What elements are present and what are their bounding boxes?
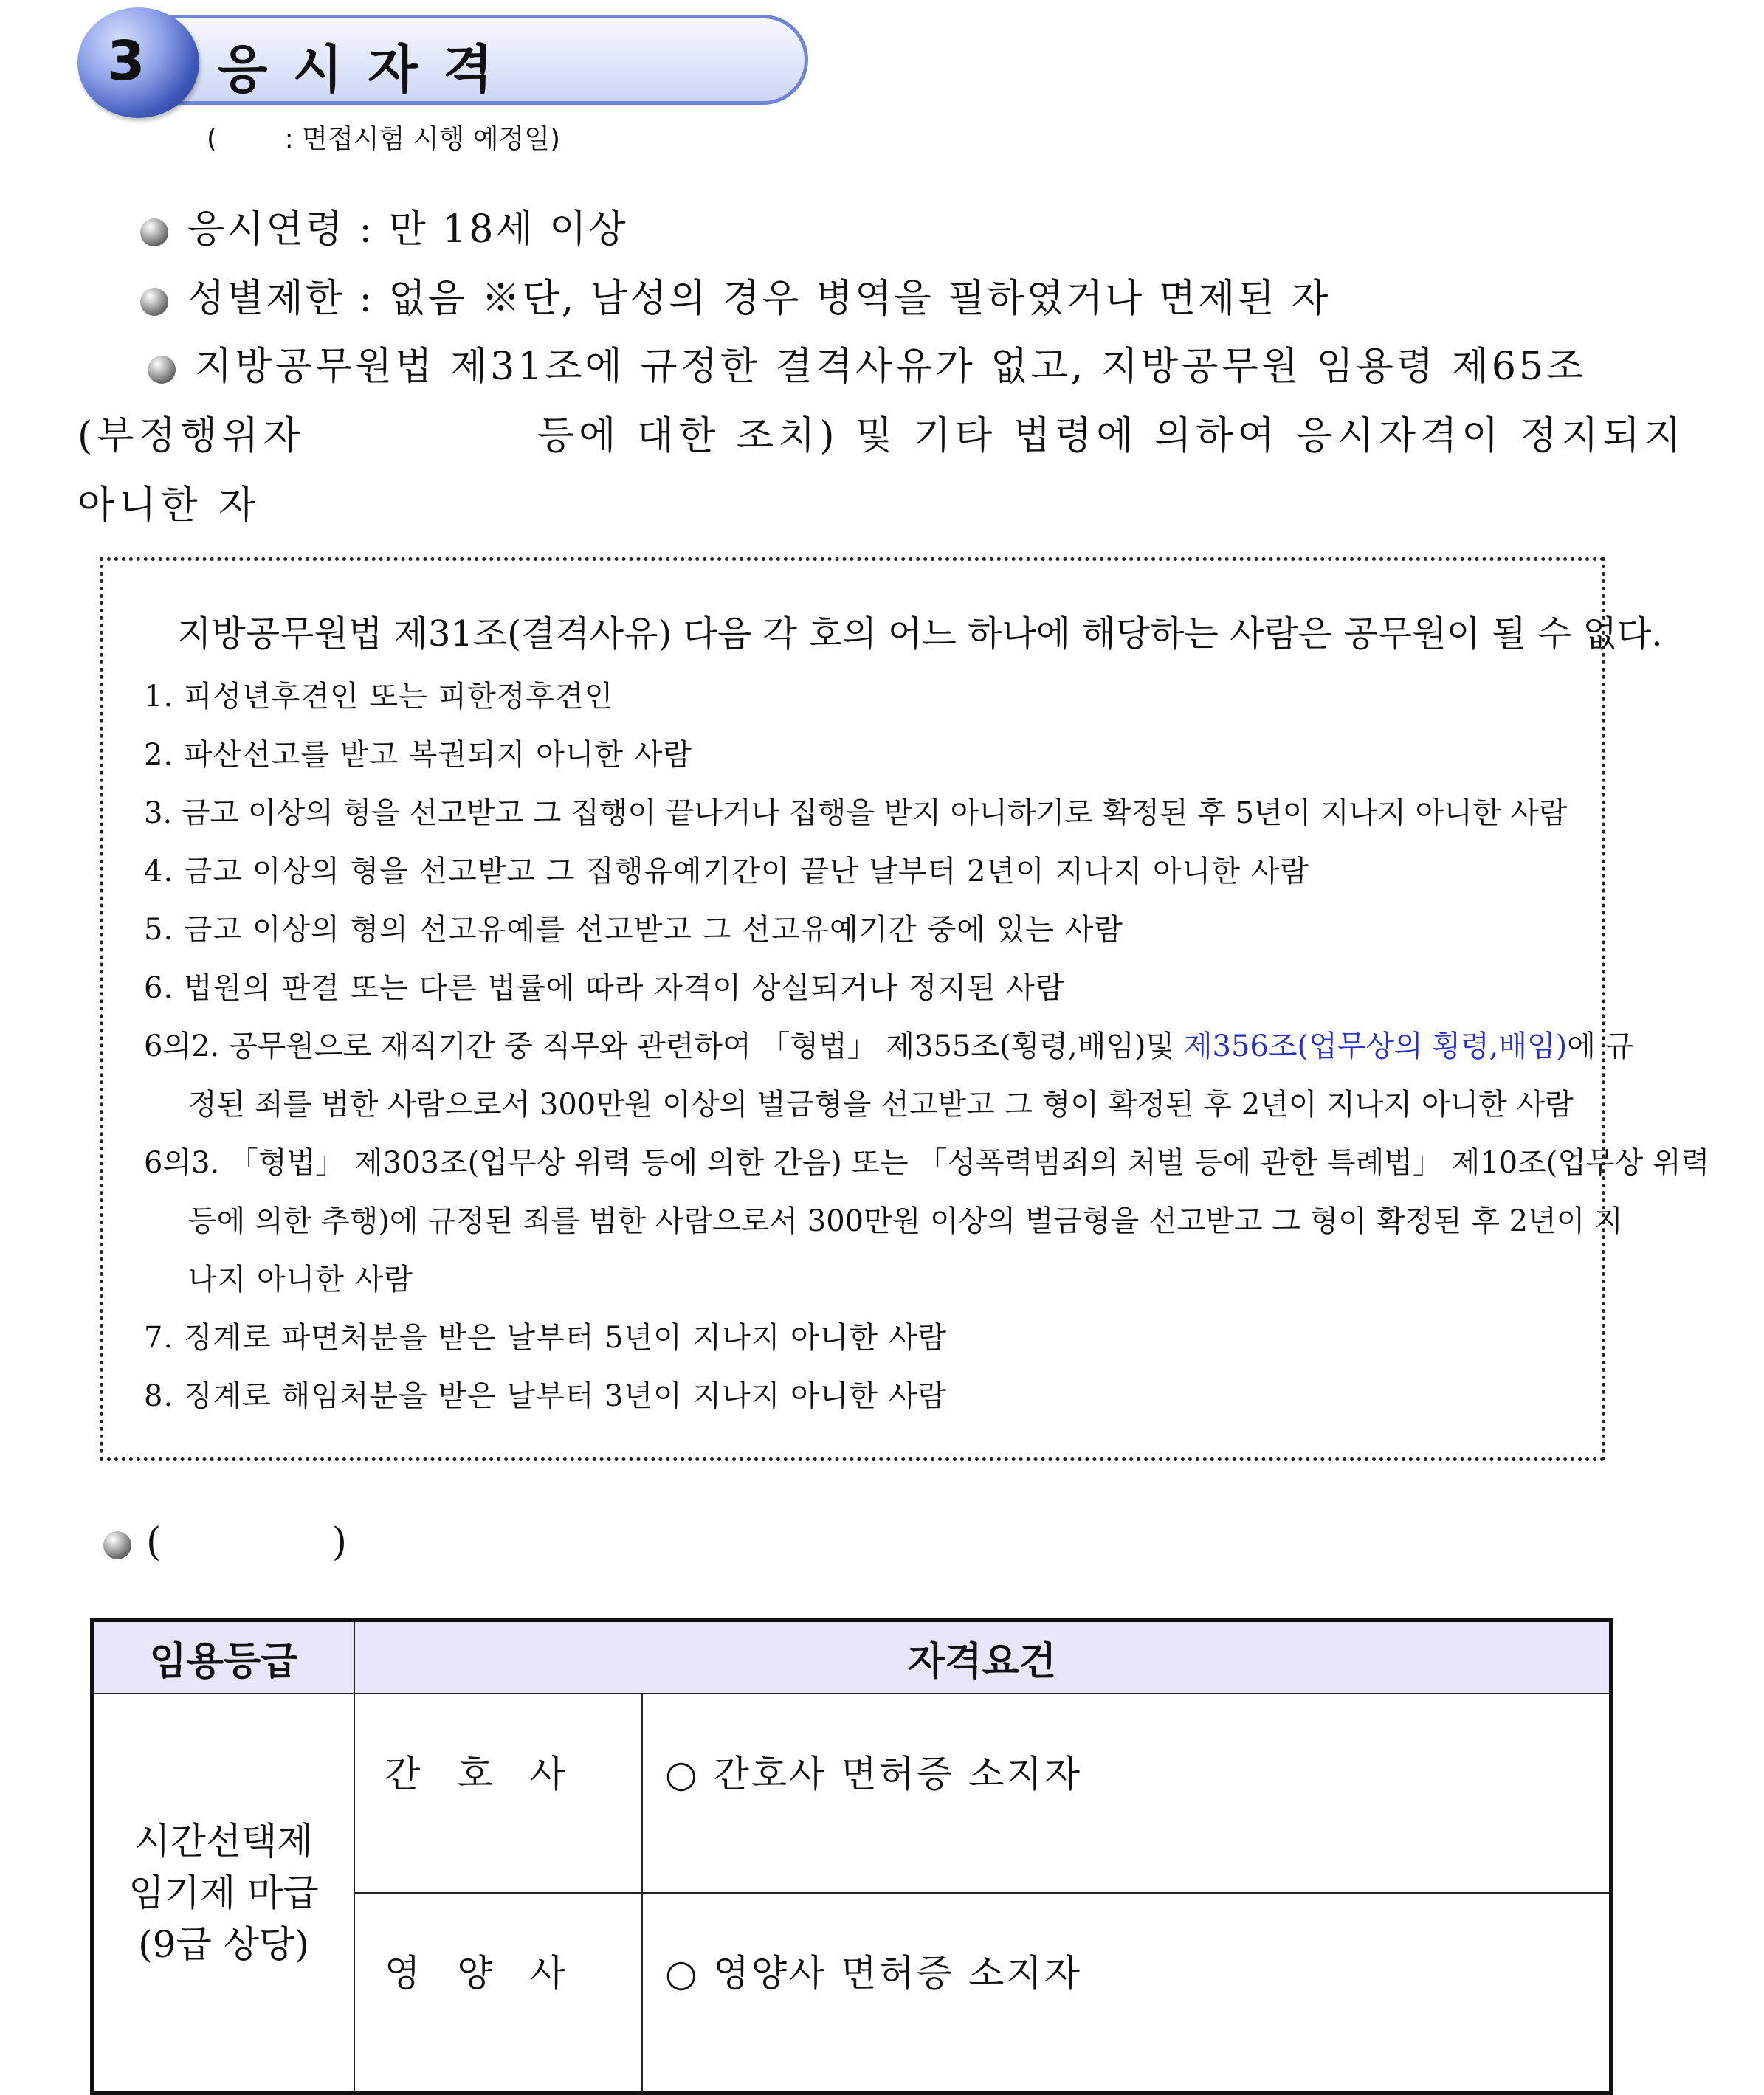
section-subtitle: ( : 면접시험 시행 예정일) <box>207 124 561 154</box>
grade-cell: 시간선택제 임기제 마급 (9급 상당) <box>92 1694 355 2094</box>
list-item: 6의2. 공무원으로 재직기간 중 직무와 관련하여 「형법」 제355조(횡령,배임)및 제356조(업무상의 횡령,배임)에 규 <box>144 1029 1634 1063</box>
list-item: 7. 징계로 파면처분을 받은 날부터 5년이 지나지 아니한 사람 <box>144 1321 948 1355</box>
table-header-row <box>92 1621 1611 1694</box>
list-item: 2. 파산선고를 받고 복권되지 아니한 사람 <box>144 738 692 772</box>
list-item: 5. 금고 이상의 형의 선고유예를 선고받고 그 선고유예기간 중에 있는 사람 <box>144 913 1123 947</box>
list-item: 3. 금고 이상의 형을 선고받고 그 집행이 끝나거나 집행을 받지 아니하기로 확정된 후 5년이 지나지 아니한 사람 <box>144 796 1568 830</box>
section-title: 응시자격 <box>218 39 518 100</box>
disqualification-paragraph: 지방공무원법 제31조에 규정한 결격사유가 없고, 지방공무원 임용령 제65조 (부정행위자 등에 대한 조치) 및 기타 법령에 의하여 응시자격이 정지되지 아니한 자 <box>77 345 1686 528</box>
gender-requirement: 성별제한 : 없음 ※단, 남성의 경우 병역을 필하였거나 면제된 자 <box>140 267 1330 322</box>
list-item: 1. 피성년후견인 또는 피한정후견인 <box>144 680 614 714</box>
bullet-icon <box>103 1531 131 1559</box>
requirement-cell: ○ 간호사 면허증 소지자 <box>642 1694 1611 1893</box>
job-cell: 영양사 <box>354 1893 642 2094</box>
list-item: 6. 법원의 판결 또는 다른 법률에 따라 자격이 상실되거나 정지된 사람 <box>144 971 1065 1005</box>
job-cell: 간호사 <box>354 1694 642 1893</box>
bullet-icon <box>148 356 176 384</box>
requirement-cell: ○ 영양사 면허증 소지자 <box>642 1893 1611 2094</box>
bullet-icon <box>140 218 168 246</box>
age-requirement: 응시연령 : 만 18세 이상 <box>140 198 628 253</box>
table-row <box>92 1694 1611 1893</box>
qualification-table <box>90 1618 1613 2095</box>
list-item: 등에 의한 추행)에 규정된 죄를 범한 사람으로서 300만원 이상의 벌금형을 선고받고 그 형이 확정된 후 2년이 지 <box>188 1204 1623 1238</box>
header-requirements: 자격요건 <box>354 1621 1611 1694</box>
section-header <box>77 7 816 118</box>
position-heading: ( ) <box>103 1520 347 1564</box>
list-item: 정된 죄를 범한 사람으로서 300만원 이상의 벌금형을 선고받고 그 형이 확정된 후 2년이 지나지 아니한 사람 <box>188 1088 1574 1122</box>
section-number: 3 <box>107 30 145 93</box>
list-item: 8. 징계로 해임처분을 받은 날부터 3년이 지나지 아니한 사람 <box>144 1379 948 1413</box>
disqualification-list <box>144 668 1710 1426</box>
bullet-icon <box>140 288 168 316</box>
law-link[interactable]: 제356조(업무상의 횡령,배임) <box>1183 1029 1568 1063</box>
header-grade: 임용등급 <box>92 1621 355 1694</box>
list-item: 6의3. 「형법」 제303조(업무상 위력 등에 의한 간음) 또는 「성폭력범죄의 처벌 등에 관한 특례법」 제10조(업무상 위력 <box>144 1146 1710 1180</box>
list-item: 4. 금고 이상의 형을 선고받고 그 집행유예기간이 끝난 날부터 2년이 지나지 아니한 사람 <box>144 855 1309 888</box>
list-item: 나지 아니한 사람 <box>188 1263 413 1297</box>
disqualification-box <box>100 557 1710 1461</box>
box-intro: 지방공무원법 제31조(결격사유) 다음 각 호의 어느 하나에 해당하는 사람은 공무원이 될 수 없다. <box>177 613 1663 655</box>
